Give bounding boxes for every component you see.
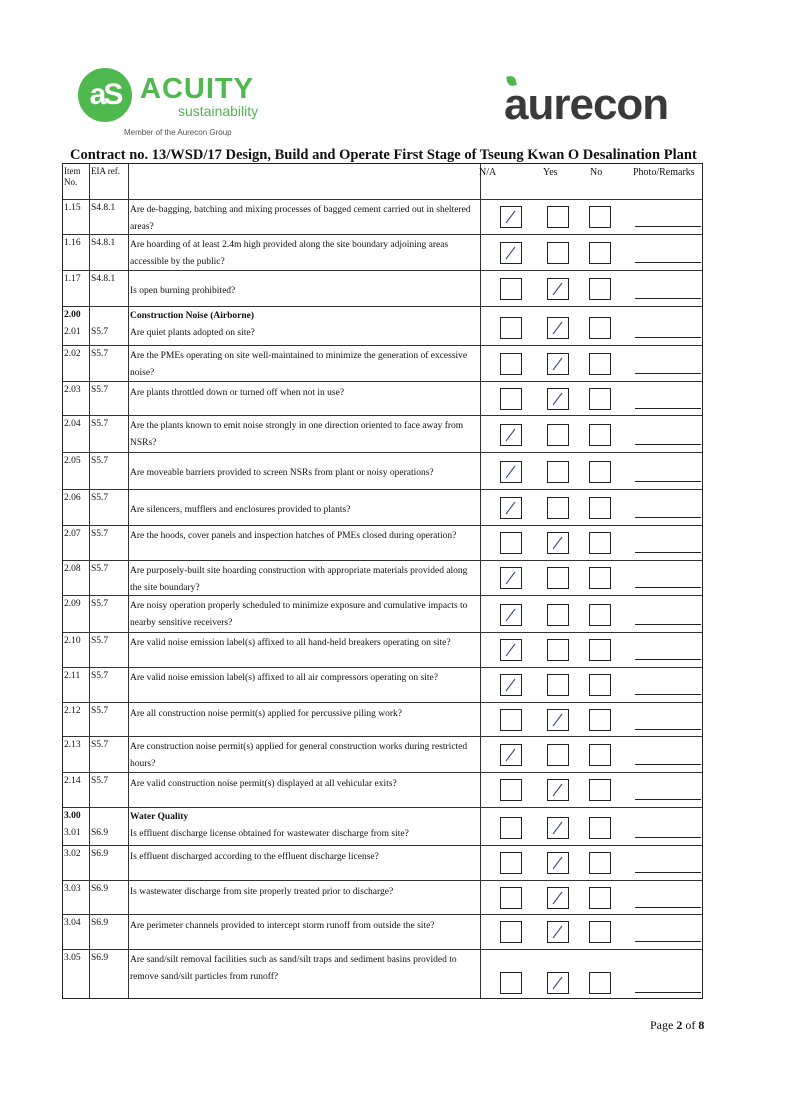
checkbox-na[interactable]: [500, 779, 522, 801]
checkbox-no[interactable]: [589, 278, 611, 300]
check-mark-icon: [548, 853, 568, 873]
eia-ref: S5.7: [91, 564, 109, 574]
item-number: 2.02: [64, 349, 81, 359]
checkbox-na[interactable]: [500, 852, 522, 874]
remarks-line[interactable]: [635, 941, 701, 942]
table-row: [63, 560, 702, 596]
remarks-line[interactable]: [635, 659, 701, 660]
checkbox-yes[interactable]: [547, 972, 569, 994]
aurecon-logo: [504, 72, 704, 132]
checkbox-no[interactable]: [589, 242, 611, 264]
item-number: 2.06: [64, 493, 81, 503]
question-text: Are the plants known to emit noise strongly in one direction oriented to face away from NSRs?: [130, 421, 464, 448]
check-mark-icon: [548, 354, 568, 374]
question-text: Are de-bagging, batching and mixing processes of bagged cement carried out in sheltered areas?: [130, 205, 471, 232]
question-text: Are quiet plants adopted on site?: [130, 328, 255, 338]
checkbox-no[interactable]: [589, 674, 611, 696]
remarks-line[interactable]: [635, 837, 701, 838]
eia-ref: S6.9: [91, 884, 109, 894]
table-row: [63, 949, 702, 1001]
remarks-line[interactable]: [635, 481, 701, 482]
acuity-logo-subtitle: sustainability: [178, 103, 259, 119]
remarks-line[interactable]: [635, 408, 701, 409]
table-row: [63, 345, 702, 382]
eia-ref: S5.7: [91, 599, 109, 609]
question-text: Are noisy operation properly scheduled to minimize exposure and cumulative impacts to nearby sensitive receivers?: [130, 601, 468, 628]
item-number: 2.08: [64, 564, 81, 574]
check-mark-icon: [548, 279, 568, 299]
header-eia-ref: EIA ref.: [91, 166, 120, 176]
checkbox-yes[interactable]: [547, 532, 569, 554]
checkbox-na[interactable]: [500, 461, 522, 483]
item-number: 2.09: [64, 599, 81, 609]
checkbox-na[interactable]: [500, 206, 522, 228]
checkbox-no[interactable]: [589, 388, 611, 410]
table-row: [63, 736, 702, 773]
checkbox-na[interactable]: [500, 388, 522, 410]
checkbox-yes[interactable]: [547, 744, 569, 766]
checkbox-yes[interactable]: [547, 852, 569, 874]
question-text: Is effluent discharge license obtained for wastewater discharge from site?: [130, 829, 409, 839]
item-number: 2.01: [64, 327, 81, 337]
question-text: Are sand/silt removal facilities such as sand/silt traps and sediment basins provided to remove sand/silt particles from runoff?: [130, 955, 457, 982]
eia-ref: S5.7: [91, 636, 109, 646]
checkbox-yes[interactable]: [547, 604, 569, 626]
item-number: 2.12: [64, 706, 81, 716]
check-mark-icon: [501, 745, 521, 765]
check-mark-icon: [501, 498, 521, 518]
item-number: 2.05: [64, 456, 81, 466]
checkbox-yes[interactable]: [547, 921, 569, 943]
item-number: 3.05: [64, 953, 81, 963]
eia-ref: S5.7: [91, 349, 109, 359]
question-text: Are moveable barriers provided to screen NSRs from plant or noisy operations?: [130, 468, 434, 478]
remarks-line[interactable]: [635, 907, 701, 908]
eia-ref: S4.8.1: [91, 203, 116, 213]
remarks-line[interactable]: [635, 729, 701, 730]
eia-ref: S6.9: [91, 918, 109, 928]
checkbox-yes[interactable]: [547, 779, 569, 801]
checkbox-yes[interactable]: [547, 887, 569, 909]
remarks-line[interactable]: [635, 587, 701, 588]
item-number: 1.16: [64, 238, 81, 248]
checkbox-yes[interactable]: [547, 567, 569, 589]
remarks-line[interactable]: [635, 872, 701, 873]
question-text: Is wastewater discharge from site properly treated prior to discharge?: [130, 887, 394, 897]
checkbox-no[interactable]: [589, 461, 611, 483]
acuity-logo: [78, 68, 268, 138]
acuity-logo-mark: aS: [78, 68, 132, 122]
table-row: [63, 914, 702, 950]
checkbox-na[interactable]: [500, 567, 522, 589]
checkbox-no[interactable]: [589, 779, 611, 801]
remarks-line[interactable]: [635, 373, 701, 374]
eia-ref: S5.7: [91, 327, 109, 337]
table-row: [63, 880, 702, 915]
header-no: No: [590, 167, 603, 178]
aurecon-logo-name: aurecon: [504, 80, 669, 129]
question-text: Are hoarding of at least 2.4m high provided along the site boundary adjoining areas accessible by the public?: [130, 240, 449, 267]
checkbox-yes[interactable]: [547, 206, 569, 228]
eia-ref: S5.7: [91, 706, 109, 716]
check-mark-icon: [501, 425, 521, 445]
checkbox-no[interactable]: [589, 972, 611, 994]
question-text: Is open burning prohibited?: [130, 286, 236, 296]
check-mark-icon: [501, 462, 521, 482]
checkbox-na[interactable]: [500, 674, 522, 696]
question-text: Are the hoods, cover panels and inspection hatches of PMEs closed during operation?: [130, 531, 457, 541]
check-mark-icon: [501, 605, 521, 625]
checkbox-na[interactable]: [500, 604, 522, 626]
remarks-line[interactable]: [635, 552, 701, 553]
remarks-line[interactable]: [635, 624, 701, 625]
remarks-line[interactable]: [635, 262, 701, 263]
remarks-line[interactable]: [635, 337, 701, 338]
question-text: Are construction noise permit(s) applied for general construction works during restricted hours?: [130, 742, 468, 769]
checkbox-na[interactable]: [500, 532, 522, 554]
acuity-logo-name: ACUITY: [140, 73, 254, 105]
check-mark-icon: [501, 675, 521, 695]
table-row: [63, 306, 702, 346]
checkbox-yes[interactable]: [547, 278, 569, 300]
checkbox-yes[interactable]: [547, 242, 569, 264]
eia-ref: S6.9: [91, 828, 109, 838]
eia-ref: S5.7: [91, 740, 109, 750]
checkbox-yes[interactable]: [547, 639, 569, 661]
table-row: [63, 772, 702, 808]
item-number: 3.00: [64, 811, 81, 821]
section-heading: Construction Noise (Airborne): [130, 311, 255, 321]
checkbox-no[interactable]: [589, 497, 611, 519]
table-row: [63, 270, 702, 307]
item-number: 1.17: [64, 274, 81, 284]
remarks-line[interactable]: [635, 799, 701, 800]
checkbox-na[interactable]: [500, 921, 522, 943]
table-row: [63, 702, 702, 737]
checkbox-na[interactable]: [500, 709, 522, 731]
checkbox-na[interactable]: [500, 817, 522, 839]
table-row: [63, 381, 702, 416]
checkbox-yes[interactable]: [547, 709, 569, 731]
checkbox-na[interactable]: [500, 887, 522, 909]
table-row: [63, 845, 702, 881]
item-number: 3.04: [64, 918, 81, 928]
header-na: N/A: [479, 167, 497, 178]
check-mark-icon: [548, 533, 568, 553]
checkbox-no[interactable]: [589, 532, 611, 554]
question-text: Is effluent discharged according to the effluent discharge license?: [130, 852, 379, 862]
checkbox-yes[interactable]: [547, 353, 569, 375]
table-row: [63, 234, 702, 271]
table-row: [63, 807, 702, 846]
checkbox-no[interactable]: [589, 921, 611, 943]
table-row: [63, 632, 702, 668]
checkbox-yes[interactable]: [547, 461, 569, 483]
checkbox-no[interactable]: [589, 206, 611, 228]
eia-ref: S5.7: [91, 385, 109, 395]
remarks-line[interactable]: [635, 764, 701, 765]
checkbox-no[interactable]: [589, 744, 611, 766]
header-photo-remarks: Photo/Remarks: [633, 167, 695, 178]
checkbox-no[interactable]: [589, 424, 611, 446]
check-mark-icon: [501, 207, 521, 227]
item-number: 2.07: [64, 529, 81, 539]
remarks-line[interactable]: [635, 517, 701, 518]
remarks-line[interactable]: [635, 992, 701, 993]
checkbox-na[interactable]: [500, 639, 522, 661]
checkbox-yes[interactable]: [547, 674, 569, 696]
item-number: 3.03: [64, 884, 81, 894]
remarks-line[interactable]: [635, 444, 701, 445]
item-number: 2.03: [64, 385, 81, 395]
eia-ref: S5.7: [91, 493, 109, 503]
table-row: [63, 415, 702, 453]
item-number: 3.02: [64, 849, 81, 859]
check-mark-icon: [548, 922, 568, 942]
check-mark-icon: [548, 973, 568, 993]
checkbox-no[interactable]: [589, 604, 611, 626]
checkbox-no[interactable]: [589, 317, 611, 339]
eia-ref: S4.8.1: [91, 238, 116, 248]
table-row: [63, 199, 702, 235]
checkbox-no[interactable]: [589, 567, 611, 589]
question-text: Are perimeter channels provided to intercept storm runoff from outside the site?: [130, 921, 435, 931]
checkbox-no[interactable]: [589, 887, 611, 909]
checkbox-na[interactable]: [500, 278, 522, 300]
check-mark-icon: [548, 818, 568, 838]
table-row: [63, 667, 702, 703]
question-text: Are the PMEs operating on site well-maintained to minimize the generation of excessive noise?: [130, 351, 468, 378]
checkbox-no[interactable]: [589, 353, 611, 375]
checkbox-na[interactable]: [500, 497, 522, 519]
item-number: 2.10: [64, 636, 81, 646]
remarks-line[interactable]: [635, 298, 701, 299]
item-number: 2.13: [64, 740, 81, 750]
check-mark-icon: [548, 318, 568, 338]
checkbox-no[interactable]: [589, 852, 611, 874]
table-row: [63, 489, 702, 526]
checkbox-yes[interactable]: [547, 388, 569, 410]
checkbox-na[interactable]: [500, 353, 522, 375]
checkbox-na[interactable]: [500, 424, 522, 446]
question-text: Are purposely-built site hoarding construction with appropriate materials provided along the site boundary?: [130, 566, 468, 593]
item-number: 2.04: [64, 419, 81, 429]
table-row: [63, 595, 702, 633]
page-number: Page 2 of 8: [650, 1018, 705, 1032]
eia-ref: S5.7: [91, 456, 109, 466]
checkbox-yes[interactable]: [547, 317, 569, 339]
item-number: 1.15: [64, 203, 81, 213]
eia-ref: S5.7: [91, 671, 109, 681]
checkbox-na[interactable]: [500, 972, 522, 994]
checklist-table: [62, 163, 703, 999]
header-yes: Yes: [543, 167, 558, 178]
item-number: 2.11: [64, 671, 81, 681]
item-number: 2.14: [64, 776, 81, 786]
check-mark-icon: [501, 243, 521, 263]
eia-ref: S5.7: [91, 419, 109, 429]
eia-ref: S5.7: [91, 776, 109, 786]
checkbox-no[interactable]: [589, 709, 611, 731]
question-text: Are valid noise emission label(s) affixed to all air compressors operating on site?: [130, 673, 438, 683]
eia-ref: S5.7: [91, 529, 109, 539]
table-row: [63, 452, 702, 490]
table-row: [63, 525, 702, 561]
checkbox-no[interactable]: [589, 639, 611, 661]
header-item-no: Item No.: [64, 166, 81, 187]
contract-title: Contract no. 13/WSD/17 Design, Build and Operate First Stage of Tseung Kwan O Desalination Plant: [70, 147, 697, 163]
checkbox-na[interactable]: [500, 317, 522, 339]
question-text: Are valid construction noise permit(s) displayed at all vehicular exits?: [130, 779, 397, 789]
eia-ref: S6.9: [91, 953, 109, 963]
checkbox-no[interactable]: [589, 817, 611, 839]
question-text: Are all construction noise permit(s) applied for percussive piling work?: [130, 709, 402, 719]
checkbox-yes[interactable]: [547, 817, 569, 839]
check-mark-icon: [548, 780, 568, 800]
check-mark-icon: [548, 888, 568, 908]
question-text: Are silencers, mufflers and enclosures provided to plants?: [130, 505, 351, 515]
remarks-line[interactable]: [635, 694, 701, 695]
check-mark-icon: [501, 568, 521, 588]
checkbox-na[interactable]: [500, 744, 522, 766]
checkbox-yes[interactable]: [547, 424, 569, 446]
question-text: Are plants throttled down or turned off when not in use?: [130, 388, 345, 398]
section-heading: Water Quality: [130, 812, 189, 822]
question-text: Are valid noise emission label(s) affixed to all hand-held breakers operating on site?: [130, 638, 451, 648]
eia-ref: S4.8.1: [91, 274, 116, 284]
item-number: 3.01: [64, 828, 81, 838]
eia-ref: S6.9: [91, 849, 109, 859]
remarks-line[interactable]: [635, 226, 701, 227]
acuity-member-text: Member of the Aurecon Group: [124, 128, 232, 137]
check-mark-icon: [548, 389, 568, 409]
item-number: 2.00: [64, 310, 81, 320]
check-mark-icon: [548, 710, 568, 730]
checkbox-na[interactable]: [500, 242, 522, 264]
checkbox-yes[interactable]: [547, 497, 569, 519]
check-mark-icon: [501, 640, 521, 660]
